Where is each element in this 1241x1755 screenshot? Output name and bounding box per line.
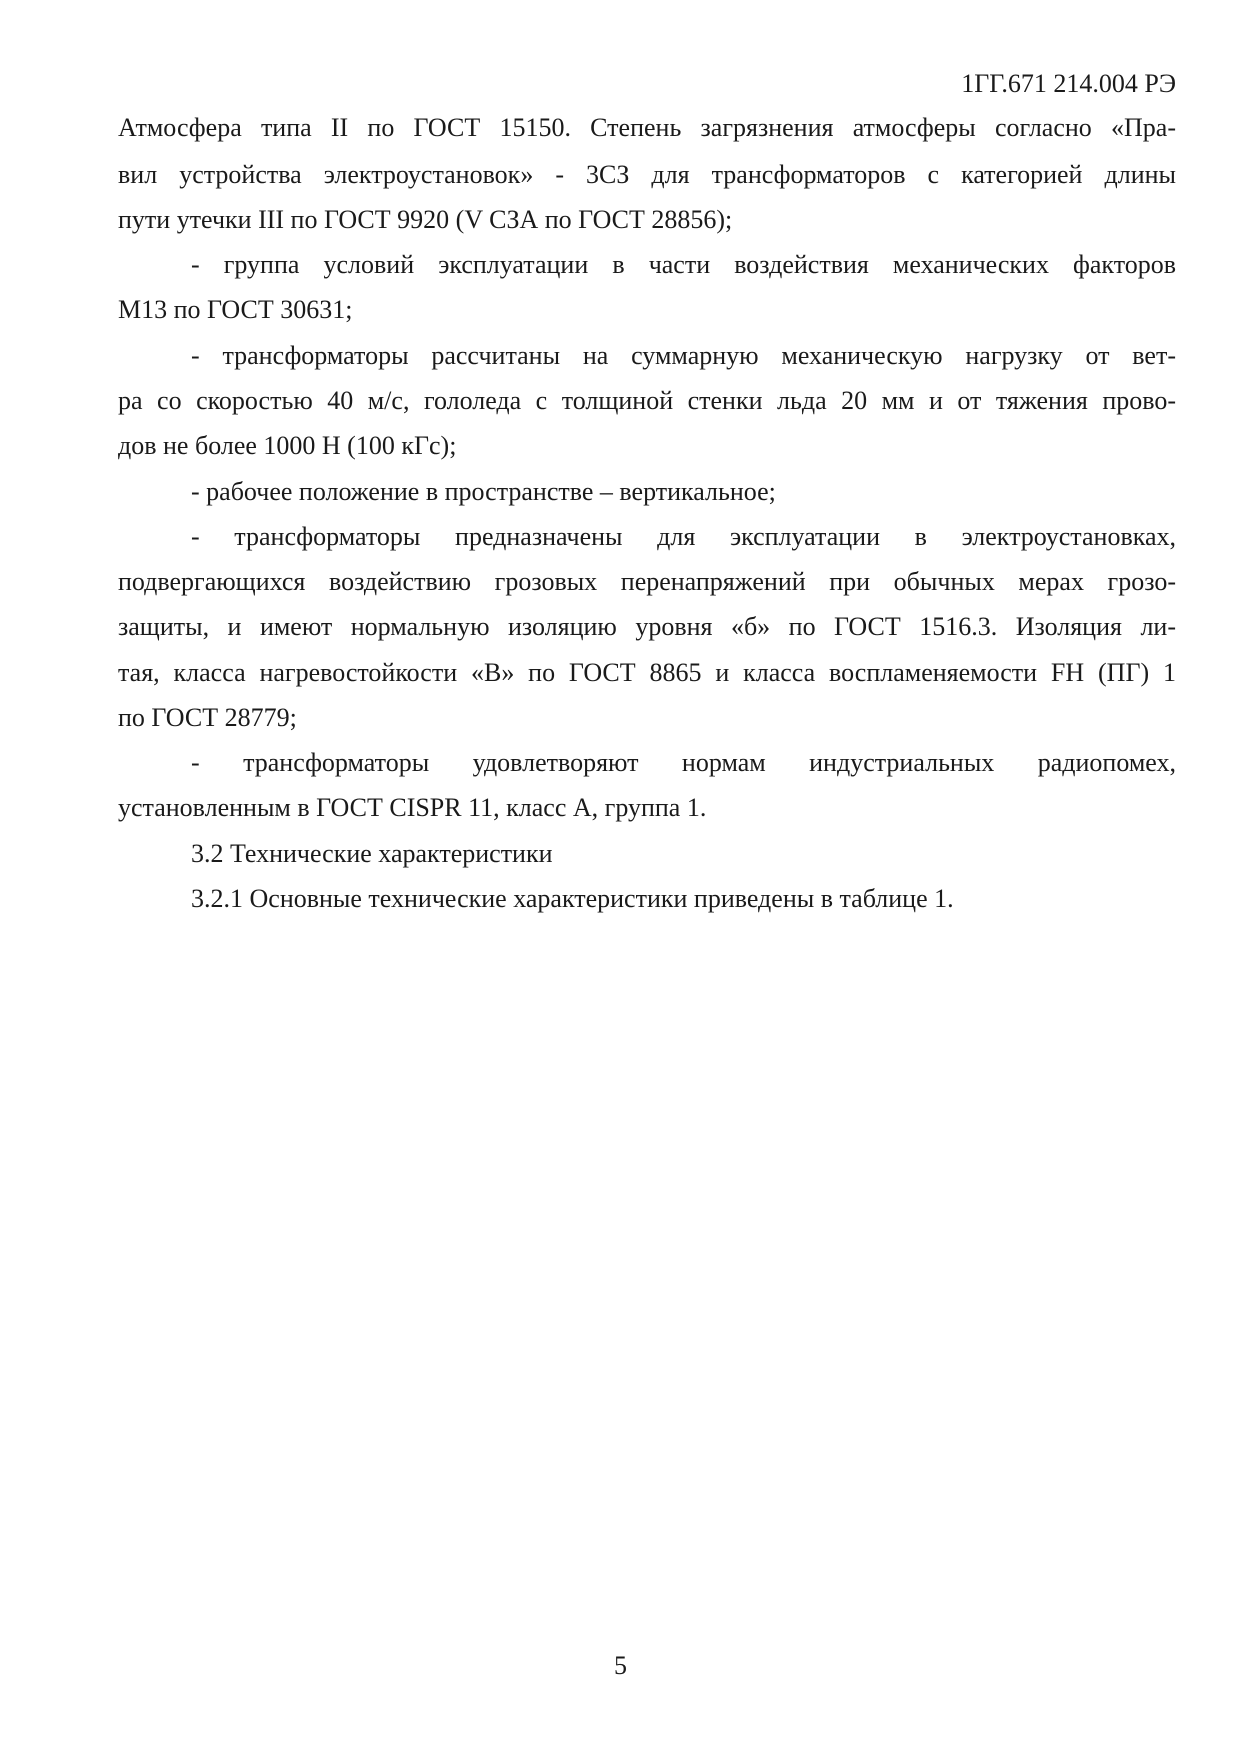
text-line: Атмосфера типа II по ГОСТ 15150. Степень загрязнения атмосферы согласно «Пра- <box>118 113 1176 142</box>
text-line: установленным в ГОСТ CISPR 11, класс А, группа 1. <box>118 793 707 822</box>
text-line: М13 по ГОСТ 30631; <box>118 295 353 324</box>
text-line: тая, класса нагревостойкости «В» по ГОСТ 8865 и класса воспламеняемости FH (ПГ) 1 <box>118 658 1176 687</box>
text-line: по ГОСТ 28779; <box>118 703 297 732</box>
document-code: 1ГГ.671 214.004 РЭ <box>961 69 1176 98</box>
text-line: защиты, и имеют нормальную изоляцию уровня «б» по ГОСТ 1516.3. Изоляция ли- <box>118 612 1176 641</box>
section-heading: 3.2 Технические характеристики <box>191 839 553 868</box>
list-item: - трансформаторы предназначены для эксплуатации в электроустановках, <box>191 522 1176 551</box>
list-item: - трансформаторы удовлетворяют нормам индустриальных радиопомех, <box>191 748 1176 777</box>
text-line: пути утечки III по ГОСТ 9920 (V СЗА по ГОСТ 28856); <box>118 205 733 234</box>
text-line: подвергающихся воздействию грозовых перенапряжений при обычных мерах грозо- <box>118 567 1176 596</box>
list-item: - рабочее положение в пространстве – вертикальное; <box>191 477 776 506</box>
list-item: - группа условий эксплуатации в части воздействия механических факторов <box>191 250 1176 279</box>
page-number: 5 <box>614 1651 627 1680</box>
list-item: - трансформаторы рассчитаны на суммарную механическую нагрузку от вет- <box>191 341 1176 370</box>
text-line: вил устройства электроустановок» - 3СЗ для трансформаторов с категорией длины <box>118 160 1176 189</box>
text-line: ра со скоростью 40 м/с, гололеда с толщиной стенки льда 20 мм и от тяжения прово- <box>118 386 1176 415</box>
paragraph: 3.2.1 Основные технические характеристики приведены в таблице 1. <box>191 884 954 913</box>
text-line: дов не более 1000 Н (100 кГс); <box>118 431 457 460</box>
